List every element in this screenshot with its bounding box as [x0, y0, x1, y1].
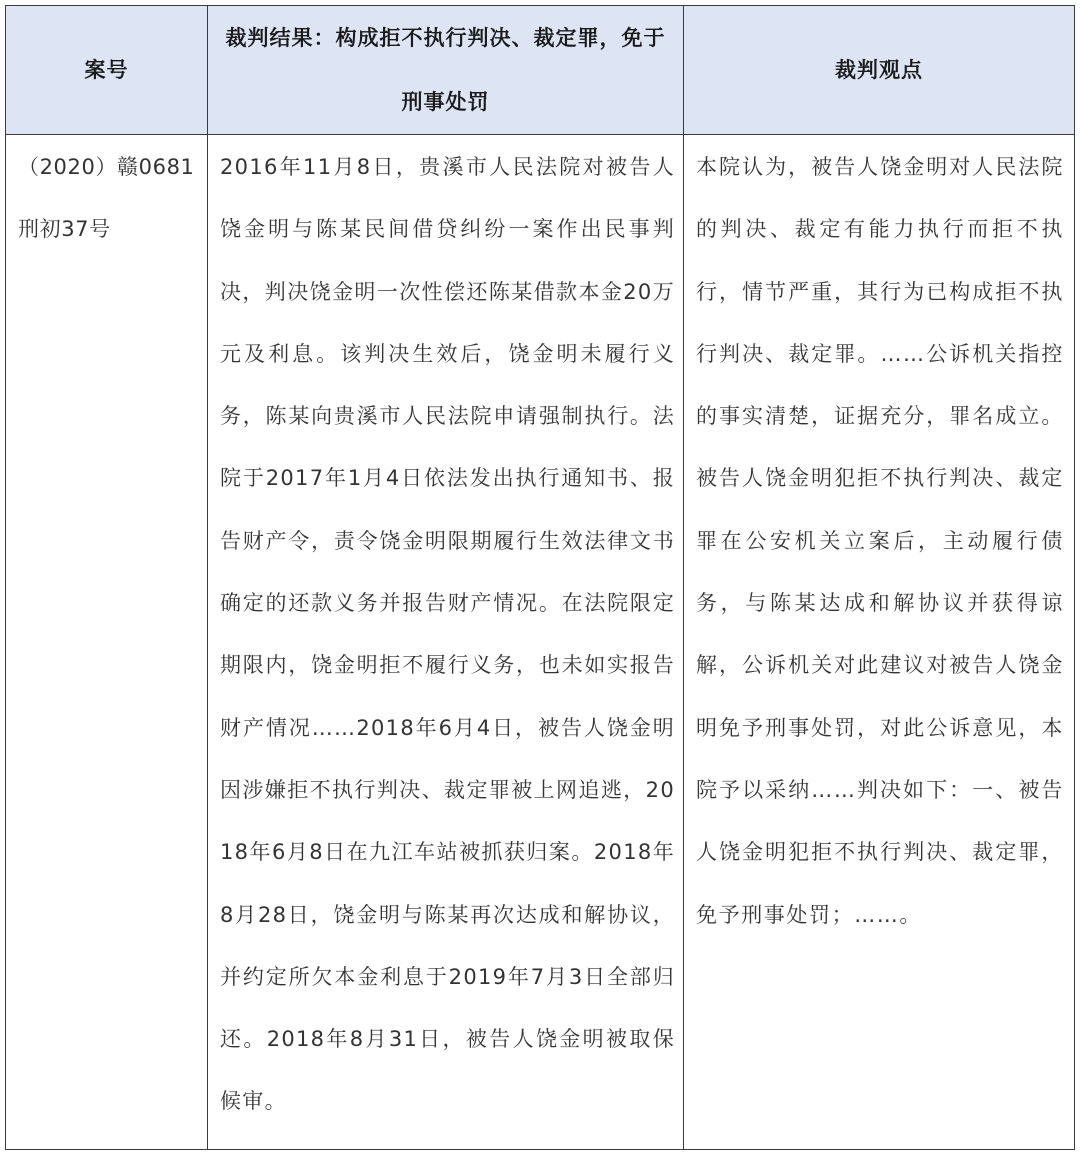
court-opinion-text: 本院认为，被告人饶金明对人民法院的判决、裁定有能力执行而拒不执行，情节严重，其行为已构成拒不执行判决、裁定罪。……公诉机关指控的事实清楚，证据充分，罪名成立。被告人饶金明犯拒不执行判决、裁定罪在公安机关立案后，主动履行债务，与陈某达成和解协议并获得谅解，公诉机关对此建议对被告人饶金明免予刑事处罚，对此公诉意见，本院予以采纳……判决如下：一、被告人饶金明犯拒不执行判决、裁定罪，免予刑事处罚；……。 — [696, 155, 1064, 927]
header-case-number — [6, 6, 208, 135]
header-judgment-opinion — [684, 6, 1075, 135]
header-judgment-result — [208, 6, 684, 135]
judgment-table — [5, 5, 1075, 1150]
case-number-text: （2020）赣0681刑初37号 — [18, 155, 195, 242]
header-judgment-result-label: 裁判结果：构成拒不执行判决、裁定罪，免于刑事处罚 — [225, 26, 666, 114]
header-judgment-opinion-label: 裁判观点 — [835, 58, 923, 82]
cell-case-number — [6, 135, 208, 1150]
header-case-number-label: 案号 — [84, 58, 129, 82]
table-header-row — [6, 6, 1075, 135]
table-row — [6, 135, 1075, 1150]
case-facts-text: 2016年11月8日，贵溪市人民法院对被告人饶金明与陈某民间借贷纠纷一案作出民事判决，判决饶金明一次性偿还陈某借款本金20万元及利息。该判决生效后，饶金明未履行义务，陈某向贵溪市人民法院申请强制执行。法院于2017年1月4日依法发出执行通知书、报告财产令，责令饶金明限期履行生效法律文书确定的还款义务并报告财产情况。在法院限定期限内，饶金明拒不履行义务，也未如实报告财产情况……2018年6月4日，被告人饶金明因涉嫌拒不执行判决、裁定罪被上网追逃，2018年6月8日在九江车站被抓获归案。2018年8月28日，饶金明与陈某再次达成和解协议，并约定所欠本金利息于2019年7月3日全部归还。2018年8月31日，被告人饶金明被取保候审。 — [220, 155, 675, 1114]
cell-opinion — [684, 135, 1075, 1150]
cell-facts — [208, 135, 684, 1150]
